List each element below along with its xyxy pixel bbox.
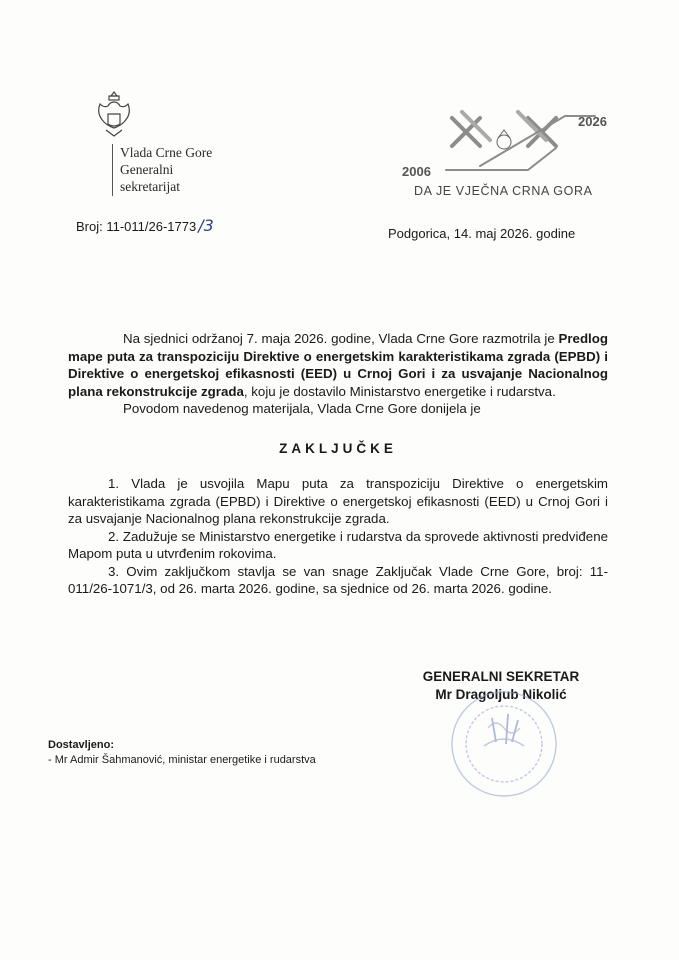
signature-name: Mr Dragoljub Nikolić bbox=[435, 687, 567, 702]
conclusions-title: ZAKLJUČKE bbox=[279, 440, 397, 456]
reference-number-text: Broj: 11-011/26-1773 bbox=[76, 219, 197, 234]
intro-line-2: Povodom navedenog materijala, Vlada Crne Gore donijela je bbox=[123, 401, 481, 416]
date-line: Podgorica, 14. maj 2026. godine bbox=[388, 226, 576, 241]
institution-name bbox=[120, 144, 212, 195]
jubilee-year-start: 2006 bbox=[402, 164, 431, 179]
jubilee-slogan: DA JE VJEČNA CRNA GORA bbox=[414, 184, 593, 198]
coat-of-arms-icon bbox=[94, 88, 134, 140]
official-stamp-icon bbox=[448, 688, 560, 800]
delivery-label: Dostavljeno: bbox=[48, 739, 115, 751]
header-divider bbox=[112, 144, 113, 196]
document-body bbox=[68, 330, 608, 598]
institution-line-3: sekretarijat bbox=[120, 179, 180, 194]
intro-part-2: , koju je dostavilo Ministarstvo energetike i rudarstva. bbox=[243, 383, 556, 399]
conclusion-item-1: 1. Vlada je usvojila Mapu puta za transpoziciju Direktive o energetskim karakteristikama zgrada (EPBD) i Direktive o energetskoj efikasnosti (EED) u Crnoj Gori i za usvajanje Nacionalnog plana rekonstrukcije zgrada. bbox=[68, 476, 608, 526]
intro-paragraph bbox=[68, 330, 608, 400]
reference-number bbox=[76, 216, 214, 235]
institution-line-2: Generalni bbox=[120, 162, 174, 177]
delivery-list bbox=[48, 738, 316, 768]
signature-title: GENERALNI SEKRETAR bbox=[422, 669, 580, 684]
delivery-recipient: - Mr Admir Šahmanović, ministar energetike i rudarstva bbox=[48, 754, 316, 766]
conclusion-item-2: 2. Zadužuje se Ministarstvo energetike i rudarstva da sprovede aktivnosti predviđene Mapom puta u utvrđenim rokovima. bbox=[68, 528, 608, 561]
handwritten-suffix: /3 bbox=[198, 216, 214, 235]
intro-part-1: Na sjednici održanoj 7. maja 2026. godine, Vlada Crne Gore razmotrila je bbox=[123, 331, 559, 346]
conclusion-item-3: 3. Ovim zaključkom stavlja se van snage Zaključak Vlade Crne Gore, broj: 11-011/26-1071/3, od 26. marta 2026. godine, sa sjednice od 26. marta 2026. godine. bbox=[68, 563, 608, 596]
jubilee-year-end: 2026 bbox=[578, 114, 607, 129]
intro-subject: Predlog mape puta za transpoziciju Direktive o energetskim karakteristikama zgrada (EPBD) i Direktive o energetskoj efikasnosti (EED) u Crnoj Gori i za usvajanje Nacionalnog plana rekonstrukcije zgrada bbox=[68, 331, 608, 399]
institution-line-1: Vlada Crne Gore bbox=[120, 145, 213, 160]
